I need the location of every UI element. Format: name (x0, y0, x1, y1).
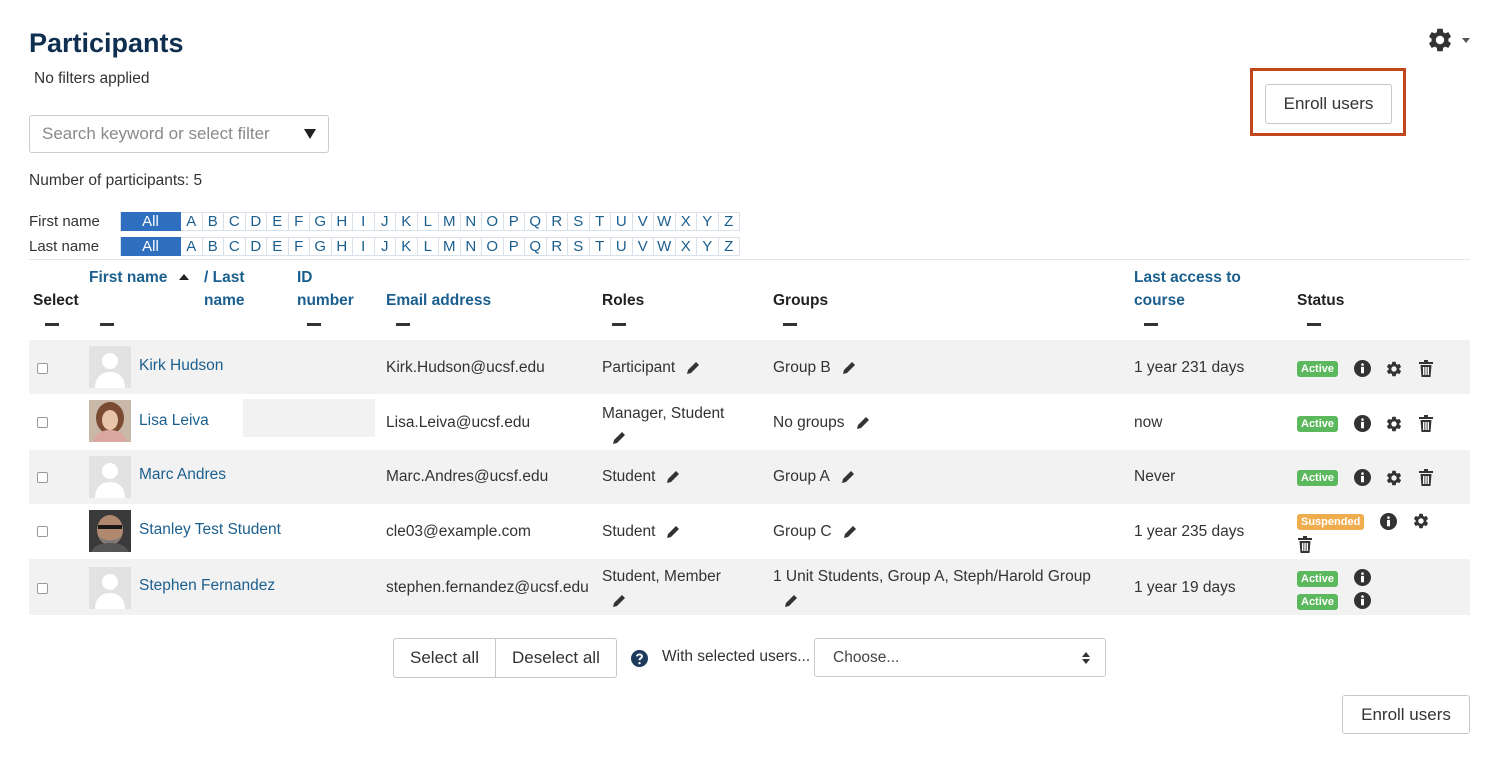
initial-letter[interactable]: V (633, 237, 655, 256)
initial-letter[interactable]: B (203, 237, 225, 256)
participant-name-link[interactable]: Stanley Test Student (139, 521, 281, 538)
avatar[interactable] (89, 400, 131, 442)
initial-letter[interactable]: Z (719, 212, 741, 231)
initial-letter[interactable]: D (246, 212, 268, 231)
groups-text: No groups (773, 414, 845, 431)
initials-label: First name (29, 212, 100, 230)
initial-letter[interactable]: Z (719, 237, 741, 256)
hide-column-icon[interactable] (783, 323, 797, 326)
user-photo-icon (89, 400, 131, 442)
filter-status: No filters applied (34, 70, 150, 87)
initial-letter[interactable]: G (310, 212, 332, 231)
page-settings-menu[interactable] (1426, 26, 1470, 54)
initial-letter[interactable]: W (654, 212, 676, 231)
last-access-cell: 1 year 19 days (1134, 579, 1236, 596)
roles-text: Student, Member (602, 568, 721, 585)
participant-name-link[interactable]: Kirk Hudson (139, 357, 224, 374)
initial-letter[interactable]: L (418, 237, 440, 256)
default-user-icon (89, 346, 131, 388)
gear-icon[interactable] (1385, 360, 1403, 378)
pencil-icon[interactable] (855, 415, 871, 431)
initials-label: Last name (29, 237, 100, 255)
avatar[interactable] (89, 346, 131, 388)
groups-cell (773, 523, 858, 541)
row-checkbox[interactable] (37, 472, 48, 483)
enroll-users-button[interactable]: Enroll users (1265, 84, 1392, 124)
info-icon[interactable] (1354, 569, 1371, 586)
roles-cell (602, 468, 681, 486)
gear-icon (1426, 26, 1454, 54)
header-groups: Groups (773, 292, 829, 309)
pencil-icon[interactable] (842, 524, 858, 540)
roles-text: Student (602, 468, 656, 485)
trash-icon[interactable] (1419, 415, 1433, 432)
table-divider (29, 259, 1470, 260)
roles-text: Manager, Student (602, 405, 725, 422)
gear-icon[interactable] (1385, 469, 1403, 487)
initial-letter[interactable]: Y (697, 212, 719, 231)
participant-name-link[interactable]: Stephen Fernandez (139, 577, 276, 594)
initial-letter[interactable]: A (181, 237, 203, 256)
initial-letter[interactable]: F (289, 212, 311, 231)
hide-column-icon[interactable] (1144, 323, 1158, 326)
initial-letter[interactable]: S (568, 237, 590, 256)
initial-letter[interactable]: X (676, 212, 698, 231)
initial-letter[interactable]: L (418, 212, 440, 231)
first-name-initials (29, 211, 740, 231)
header-select: Select (33, 292, 79, 309)
info-icon[interactable] (1354, 360, 1371, 377)
initial-letter[interactable]: G (310, 237, 332, 256)
table-row (29, 504, 1470, 559)
pencil-icon[interactable] (841, 360, 857, 376)
roles-cell (602, 402, 752, 450)
groups-text: Group B (773, 359, 831, 376)
initial-letter[interactable]: P (504, 237, 526, 256)
deselect-all-button[interactable]: Deselect all (496, 638, 617, 678)
initial-all[interactable]: All (121, 237, 181, 256)
participant-name-link[interactable]: Marc Andres (139, 466, 227, 483)
status-badge: Active (1297, 594, 1338, 610)
sort-asc-icon (178, 272, 190, 282)
table-row (29, 394, 1470, 450)
row-checkbox[interactable] (37, 363, 48, 374)
initial-letter[interactable]: D (246, 237, 268, 256)
pencil-icon[interactable] (840, 469, 856, 485)
initial-letter[interactable]: C (224, 212, 246, 231)
participant-name-link[interactable]: Lisa Leiva (139, 412, 209, 429)
groups-cell (773, 414, 871, 432)
header-first-name[interactable] (89, 266, 190, 289)
last-access-cell: 1 year 231 days (1134, 359, 1245, 376)
last-access-cell: now (1134, 414, 1163, 431)
select-all-button[interactable]: Select all (393, 638, 496, 678)
initial-letter[interactable]: N (461, 237, 483, 256)
header-id-number[interactable]: ID number (297, 269, 354, 309)
groups-text: 1 Unit Students, Group A, Steph/Harold Group (773, 568, 1091, 585)
header-status: Status (1297, 292, 1345, 309)
initial-letter[interactable]: R (547, 212, 569, 231)
initial-letter[interactable]: K (396, 237, 418, 256)
email-cell: cle03@example.com (386, 523, 531, 540)
participants-count: Number of participants: 5 (29, 172, 203, 189)
header-first-name-label[interactable]: First name (89, 269, 168, 286)
roles-cell (602, 359, 701, 377)
id-number-field (243, 399, 375, 437)
row-checkbox[interactable] (37, 526, 48, 537)
row-checkbox[interactable] (37, 583, 48, 594)
hide-column-icon[interactable] (45, 323, 59, 326)
dropdown-arrow-icon[interactable] (304, 129, 316, 139)
header-roles: Roles (602, 292, 645, 309)
avatar[interactable] (89, 510, 131, 552)
roles-cell (602, 565, 752, 613)
trash-icon[interactable] (1419, 469, 1433, 486)
pencil-icon[interactable] (783, 593, 799, 609)
info-icon[interactable] (1354, 469, 1371, 486)
initial-letter[interactable]: N (461, 212, 483, 231)
user-photo-icon (89, 510, 131, 552)
last-access-cell: 1 year 235 days (1134, 523, 1245, 540)
initial-letter[interactable]: P (504, 212, 526, 231)
initial-letter[interactable]: X (676, 237, 698, 256)
initial-letter[interactable]: W (654, 237, 676, 256)
hide-column-icon[interactable] (612, 323, 626, 326)
hide-column-icon[interactable] (396, 323, 410, 326)
initial-letter[interactable]: H (332, 212, 354, 231)
email-cell: Kirk.Hudson@ucsf.edu (386, 359, 545, 376)
initial-letter[interactable]: O (482, 237, 504, 256)
initial-letter[interactable]: M (439, 212, 461, 231)
table-row (29, 340, 1470, 394)
initials-bar (120, 212, 740, 231)
initial-letter[interactable]: S (568, 212, 590, 231)
initial-letter[interactable]: Q (525, 237, 547, 256)
header-last-access[interactable]: Last access to course (1134, 269, 1241, 309)
initial-letter[interactable]: Q (525, 212, 547, 231)
table-row (29, 559, 1470, 615)
initials-bar (120, 237, 740, 256)
initial-letter[interactable]: I (353, 237, 375, 256)
with-selected-label: With selected users... (662, 648, 811, 665)
initial-letter[interactable]: E (267, 212, 289, 231)
initial-letter[interactable]: T (590, 237, 612, 256)
initial-letter[interactable]: O (482, 212, 504, 231)
email-cell: Lisa.Leiva@ucsf.edu (386, 414, 531, 431)
initial-letter[interactable]: T (590, 212, 612, 231)
chevron-down-icon (1462, 38, 1470, 43)
header-email[interactable]: Email address (386, 292, 492, 309)
gear-icon[interactable] (1385, 415, 1403, 433)
groups-cell (773, 359, 857, 377)
initial-letter[interactable]: K (396, 212, 418, 231)
initial-all[interactable]: All (121, 212, 181, 231)
initial-letter[interactable]: E (267, 237, 289, 256)
enroll-users-button-bottom[interactable]: Enroll users (1342, 695, 1470, 734)
avatar[interactable] (89, 567, 131, 609)
initial-letter[interactable]: V (633, 212, 655, 231)
initial-letter[interactable]: M (439, 237, 461, 256)
pencil-icon[interactable] (665, 469, 681, 485)
initial-letter[interactable]: H (332, 237, 354, 256)
email-cell: stephen.fernandez@ucsf.edu (386, 579, 589, 596)
last-access-cell: Never (1134, 468, 1176, 485)
trash-icon[interactable] (1298, 536, 1312, 553)
roles-text: Student (602, 523, 656, 540)
gear-icon[interactable] (1412, 512, 1430, 530)
pencil-icon[interactable] (611, 430, 627, 446)
status-badge: Suspended (1297, 514, 1364, 530)
hide-column-icon[interactable] (307, 323, 321, 326)
search-input[interactable] (42, 124, 287, 144)
info-icon[interactable] (1380, 513, 1397, 530)
header-last-name[interactable]: / Last name (204, 269, 245, 309)
initial-letter[interactable]: F (289, 237, 311, 256)
groups-text: Group C (773, 523, 832, 540)
status-badge: Active (1297, 416, 1338, 432)
pencil-icon[interactable] (665, 524, 681, 540)
last-name-initials (29, 236, 740, 256)
pencil-icon[interactable] (611, 593, 627, 609)
initial-letter[interactable]: R (547, 237, 569, 256)
initial-letter[interactable]: A (181, 212, 203, 231)
default-user-icon (89, 456, 131, 498)
initial-letter[interactable]: C (224, 237, 246, 256)
row-checkbox[interactable] (37, 417, 48, 428)
select-buttons (393, 638, 617, 678)
avatar[interactable] (89, 456, 131, 498)
initial-letter[interactable]: B (203, 212, 225, 231)
groups-text: Group A (773, 468, 830, 485)
initial-letter[interactable]: J (375, 237, 397, 256)
initial-letter[interactable]: I (353, 212, 375, 231)
hide-column-icon[interactable] (100, 323, 114, 326)
roles-cell (602, 523, 681, 541)
bulk-action-select[interactable] (814, 638, 1106, 677)
initial-letter[interactable]: U (611, 237, 633, 256)
pencil-icon[interactable] (685, 360, 701, 376)
info-icon[interactable] (1354, 592, 1371, 609)
initial-letter[interactable]: Y (697, 237, 719, 256)
default-user-icon (89, 567, 131, 609)
page-title: Participants (29, 28, 184, 58)
roles-text: Participant (602, 359, 676, 376)
hide-column-icon[interactable] (1307, 323, 1321, 326)
bulk-action-selected: Choose... (833, 648, 900, 666)
trash-icon[interactable] (1419, 360, 1433, 377)
initial-letter[interactable]: U (611, 212, 633, 231)
initial-letter[interactable]: J (375, 212, 397, 231)
info-icon[interactable] (1354, 415, 1371, 432)
groups-cell (773, 468, 856, 486)
select-arrows-icon (1081, 651, 1091, 665)
groups-cell (773, 565, 1113, 613)
search-filter[interactable] (29, 115, 329, 153)
table-row (29, 450, 1470, 504)
help-icon[interactable] (631, 650, 648, 667)
status-badge: Active (1297, 361, 1338, 377)
status-badge: Active (1297, 571, 1338, 587)
email-cell: Marc.Andres@ucsf.edu (386, 468, 549, 485)
status-badge: Active (1297, 470, 1338, 486)
